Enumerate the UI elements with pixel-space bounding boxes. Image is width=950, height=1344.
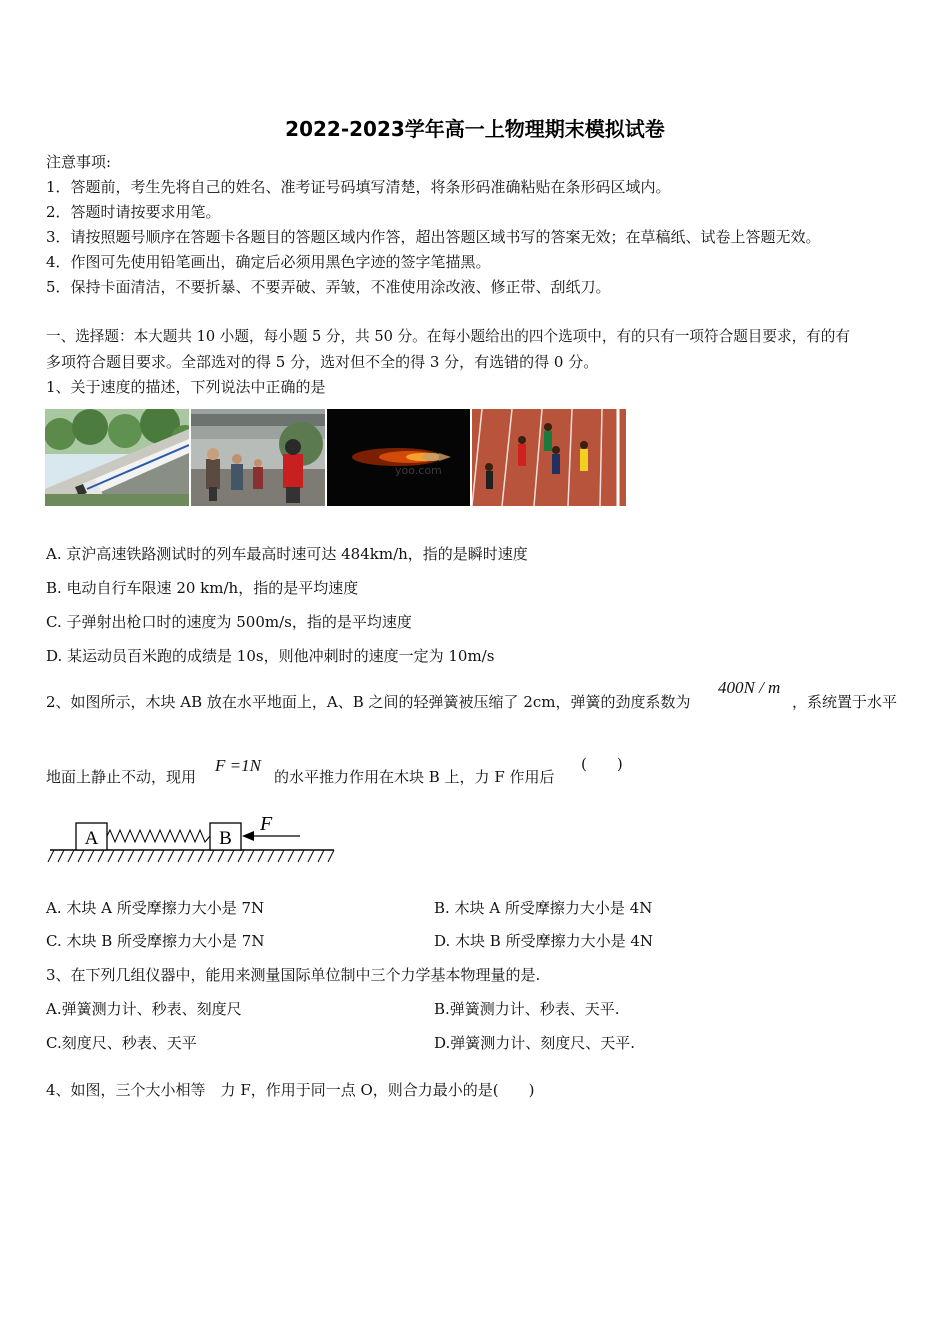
question-2-stem-part-3: 地面上静止不动，现用 — [46, 768, 197, 786]
photo-sprinters — [472, 409, 626, 506]
question-1-option-b: B. 电动自行车限速 20 km/h，指的是平均速度 — [46, 579, 359, 597]
question-2-stem-part-1: 2、如图所示，木块 AB 放在水平地面上，A、B 之间的轻弹簧被压缩了 2cm，弹簧的劲度系数为 — [46, 693, 691, 711]
spring-constant-value: 400N / m — [718, 678, 781, 697]
block-spring-diagram — [46, 812, 338, 872]
question-1-stem: 1、关于速度的描述，下列说法中正确的是 — [46, 378, 326, 396]
question-2-option-d: D. 木块 B 所受摩擦力大小是 4N — [434, 932, 654, 950]
question-3-option-a: A.弹簧测力计、秒表、刻度尺 — [46, 1000, 242, 1018]
photo-electric-bikes — [191, 409, 325, 506]
question-1-option-d: D. 某运动员百米跑的成绩是 10s，则他冲刺时的速度一定为 10m/s — [46, 647, 495, 665]
question-2-option-c: C. 木块 B 所受摩擦力大小是 7N — [46, 932, 265, 950]
question-3-option-c: C.刻度尺、秒表、天平 — [46, 1034, 197, 1052]
question-4-stem: 4、如图，三个大小相等 力 F，作用于同一点 O，则合力最小的是( ) — [46, 1081, 535, 1099]
block-b-label: B — [219, 828, 232, 849]
question-3-option-d: D.弹簧测力计、刻度尺、天平. — [434, 1034, 636, 1052]
notice-item: 4．作图可先使用铅笔画出，确定后必须用黑色字迹的签字笔描黑。 — [46, 253, 491, 271]
answer-parenthesis: ( ) — [581, 755, 623, 773]
notice-item: 3．请按照题号顺序在答题卡各题目的答题区域内作答，超出答题区域书写的答案无效；在草稿纸、试卷上答题无效。 — [46, 228, 821, 246]
notice-item: 5．保持卡面清洁，不要折暴、不要弄破、弄皱，不准使用涂改液、修正带、刮纸刀。 — [46, 278, 611, 296]
notice-item: 1．答题前，考生先将自己的姓名、准考证号码填写清楚，将条形码准确粘贴在条形码区域内。 — [46, 178, 671, 196]
question-2-stem-part-2: ，系统置于水平 — [792, 693, 898, 711]
question-1-option-a: A. 京沪高速铁路测试时的列车最高时速可达 484km/h，指的是瞬时速度 — [46, 545, 528, 563]
notice-heading: 注意事项: — [46, 153, 112, 171]
question-2-option-b: B. 木块 A 所受摩擦力大小是 4N — [434, 899, 653, 917]
photo-watermark: yoo.com — [395, 464, 442, 477]
photo-bullet — [327, 409, 470, 506]
force-label: F — [260, 813, 273, 835]
section-intro-line-2: 多项符合题目要求。全部选对的得 5 分，选对但不全的得 3 分，有选错的得 0 分。 — [46, 353, 599, 371]
photo-high-speed-train — [45, 409, 189, 506]
question-2-option-a: A. 木块 A 所受摩擦力大小是 7N — [46, 899, 265, 917]
question-3-stem: 3、在下列几组仪器中，能用来测量国际单位制中三个力学基本物理量的是. — [46, 966, 541, 984]
section-intro-line-1: 一、选择题：本大题共 10 小题，每小题 5 分，共 50 分。在每小题给出的四个选项中，有的只有一项符合题目要求，有的有 — [46, 328, 850, 345]
page-title: 2022-2023学年高一上物理期末模拟试卷 — [285, 117, 665, 141]
question-1-option-c: C. 子弹射出枪口时的速度为 500m/s，指的是平均速度 — [46, 613, 412, 631]
question-3-option-b: B.弹簧测力计、秒表、天平. — [434, 1000, 620, 1018]
block-a-label: A — [84, 828, 99, 849]
notice-item: 2．答题时请按要求用笔。 — [46, 203, 221, 221]
force-value: F =1N — [215, 756, 261, 775]
question-2-stem-part-4: 的水平推力作用在木块 B 上，力 F 作用后 — [274, 768, 555, 786]
